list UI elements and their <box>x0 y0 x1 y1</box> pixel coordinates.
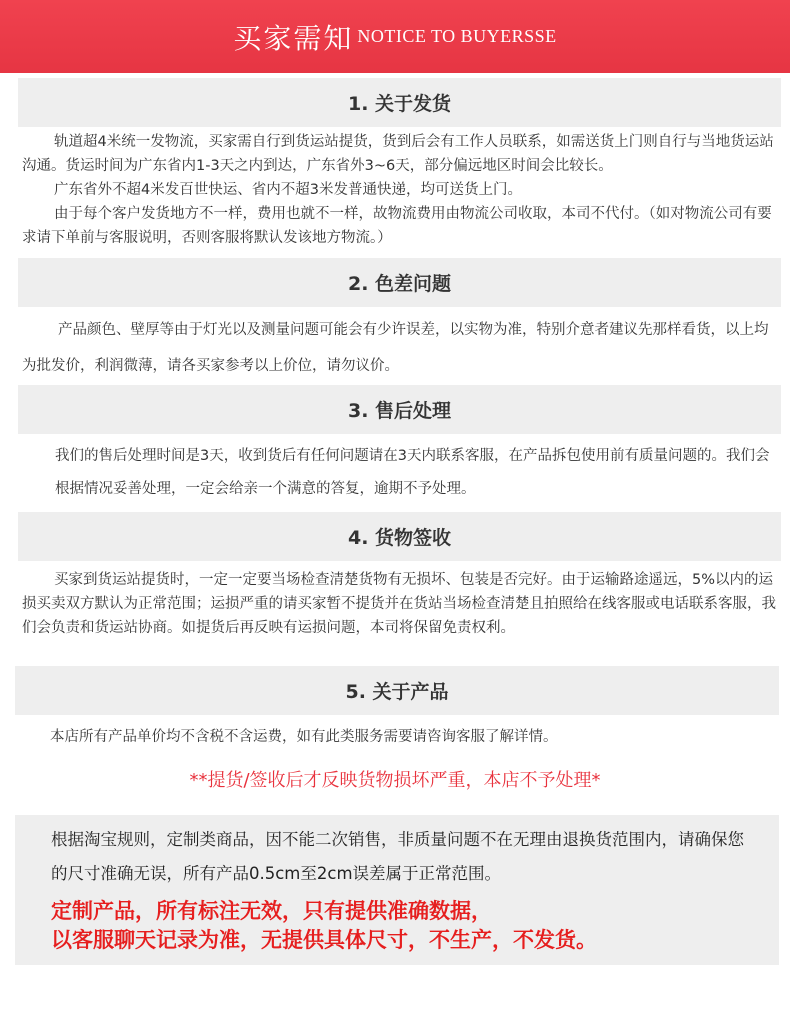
section-body-after-sales <box>0 440 790 506</box>
header-title-en: NOTICE TO BUYERSSE <box>357 26 557 46</box>
product-paragraph: 本店所有产品单价均不含税不含运费，如有此类服务需要请咨询客服了解详情。 <box>50 729 558 745</box>
section-title-shipping: 1. 关于发货 <box>18 78 781 127</box>
custom-notice-text: 根据淘宝规则，定制类商品，因不能二次销售，非质量问题不在无理由退换货范围内，请确保您的尺寸准确无误，所有产品0.5cm至2cm误差属于正常范围。 <box>51 830 744 883</box>
section-body-receipt <box>0 568 790 640</box>
section-body-product <box>0 725 790 749</box>
header-banner <box>0 0 790 73</box>
color-diff-paragraph: 产品颜色、壁厚等由于灯光以及测量问题可能会有少许误差，以实物为准，特别介意者建议先那样看货，以上均为批发价，利润微薄，请各买家参考以上价位，请勿议价。 <box>22 322 769 374</box>
custom-notice-red-1: 定制产品，所有标注无效，只有提供准确数据， <box>51 899 492 923</box>
custom-notice-red-2: 以客服聊天记录为准，无提供具体尺寸，不生产，不发货。 <box>51 928 597 952</box>
section-title-color-diff: 2. 色差问题 <box>18 258 781 307</box>
section-body-shipping <box>0 130 790 250</box>
damage-warning: **提货/签收后才反映货物损坏严重，本店不予处理* <box>189 770 601 791</box>
receipt-paragraph: 买家到货运站提货时，一定一定要当场检查清楚货物有无损坏、包装是否完好。由于运输路途遥远，5%以内的运损买卖双方默认为正常范围；运损严重的请买家暂不提货并在货站当场检查清楚且拍照给在线客服或电话联系客服，我们会负责和货运站协商。如提货后再反映有运损问题，本司将保留免责权利。 <box>22 572 776 636</box>
header-title-cn: 买家需知 <box>233 21 354 55</box>
shipping-paragraph-1: 轨道超4米统一发物流，买家需自行到货运站提货，货到后会有工作人员联系，如需送货上门则自行与当地货运站沟通。货运时间为广东省内1-3天之内到达，广东省外3~6天，部分偏远地区时间会比较长。 <box>22 134 774 174</box>
section-title-receipt: 4. 货物签收 <box>18 512 781 561</box>
section-title-after-sales: 3. 售后处理 <box>18 385 781 434</box>
custom-notice-box <box>15 815 779 965</box>
shipping-paragraph-3: 由于每个客户发货地方不一样，费用也就不一样，故物流费用由物流公司收取，本司不代付。（如对物流公司有要求请下单前与客服说明，否则客服将默认发该地方物流。） <box>22 206 772 246</box>
section-title-product: 5. 关于产品 <box>15 666 779 715</box>
shipping-paragraph-2: 广东省外不超4米发百世快运、省内不超3米发普通快递，均可送货上门。 <box>54 182 522 198</box>
after-sales-paragraph: 我们的售后处理时间是3天，收到货后有任何问题请在3天内联系客服，在产品拆包使用前有质量问题的。我们会根据情况妥善处理，一定会给亲一个满意的答复，逾期不予处理。 <box>55 448 770 497</box>
section-body-color-diff <box>0 312 790 384</box>
